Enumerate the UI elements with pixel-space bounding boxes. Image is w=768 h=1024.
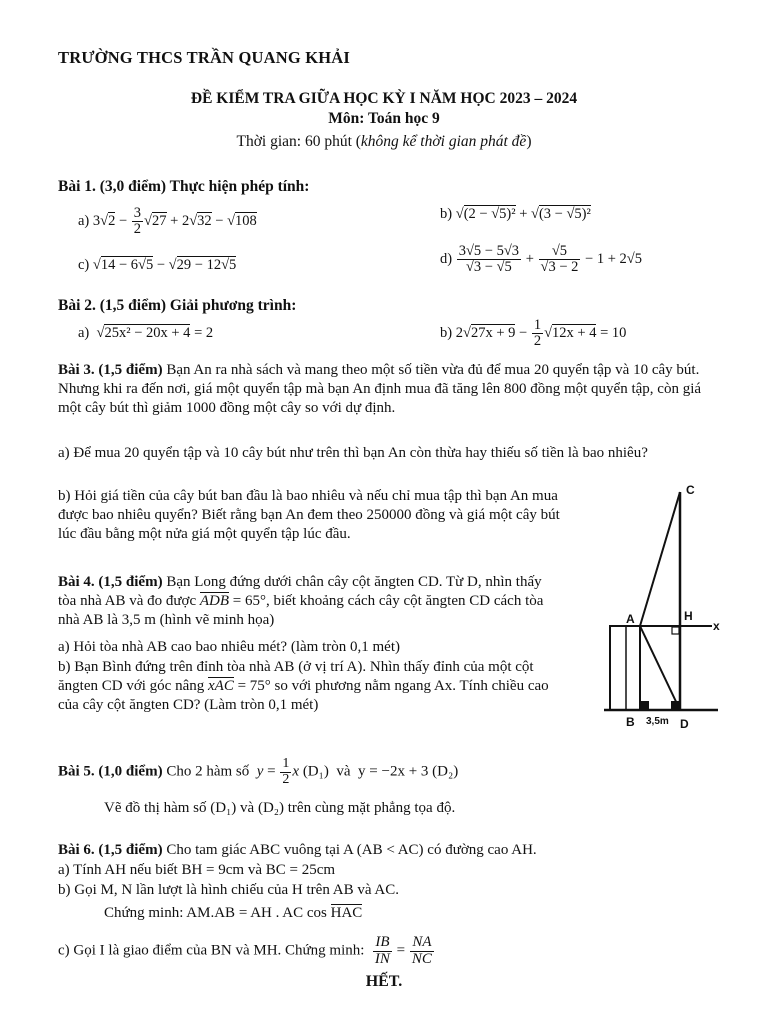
bai6-b-proof: Chứng minh: AM.AB = AH . AC cos HAC xyxy=(104,905,363,921)
label-b: B xyxy=(626,715,635,729)
right-angle-d xyxy=(671,701,679,709)
exam-title: ĐỀ KIỂM TRA GIỮA HỌC KỲ I NĂM HỌC 2023 – 2024 xyxy=(190,90,578,107)
line-ad xyxy=(640,626,680,710)
label-a: A xyxy=(626,612,635,626)
line-ac xyxy=(640,492,680,626)
label-distance: 3,5m xyxy=(646,716,669,727)
bai2-a: a) √25x² − 20x + 4 = 2 xyxy=(78,325,214,341)
building-outline xyxy=(610,626,640,710)
bai5-task: Vẽ đồ thị hàm số (D₁) và (D₂) trên cùng mặt phẳng tọa độ. xyxy=(104,800,456,816)
bai4-b: b) Bạn Bình đứng trên đỉnh tòa nhà AB (ở vị trí A). Nhìn thấy đỉnh của một cột ăngten CD với góc nâng xAC = 75° so với phương nằm ngang Ax. Tính chiều cao của cây cột ăngten CD? (Làm tròn 0,1 mét) xyxy=(58,659,549,713)
label-c: C xyxy=(686,483,695,497)
label-d: D xyxy=(680,717,689,731)
bai1-a: a) 3√2 − $\frac{3}{2}$ √27 + 2√32 − √108 xyxy=(78,205,257,238)
right-angle-h xyxy=(672,627,679,634)
bai3-intro: Bài 3. (1,5 điểm) Bạn An ra nhà sách và mang theo một số tiền vừa đủ để mua 20 quyển tập và 10 cây bút. Nhưng khi ra đến nơi, giá một quyển tập mà bạn An định mua đã tăng lên 800 đồng một quyển tập, còn giá một cây bút thì giảm 1000 đồng một cây so với dự định. xyxy=(58,362,702,416)
bai6-a: a) Tính AH nếu biết BH = 9cm và BC = 25cm xyxy=(58,862,336,878)
building-inner xyxy=(626,626,640,710)
bai1-b: b) √(2 − √5)² + √(3 − √5)² xyxy=(440,206,591,222)
school-name: TRƯỜNG THCS TRẦN QUANG KHẢI xyxy=(58,48,351,67)
end-marker: HẾT. xyxy=(365,973,403,990)
bai1-c: c) √14 − 6√5 − √29 − 12√5 xyxy=(78,257,237,273)
right-angle-b xyxy=(641,701,649,709)
antenna-building-figure xyxy=(600,478,730,734)
bai4-intro: Bài 4. (1,5 điểm) Bạn Long đứng dưới chân cây cột ăngten CD. Từ D, nhìn thấy tòa nhà AB và đo được ADB = 65°, biết khoảng cách cây cột ăngten CD cách tòa nhà AB là 3,5 m (hình vẽ minh họa) xyxy=(58,574,544,628)
bai6-intro: Bài 6. (1,5 điểm) Cho tam giác ABC vuông tại A (AB < AC) có đường cao AH. xyxy=(58,842,537,858)
bai2-heading: Bài 2. (1,5 điểm) Giải phương trình: xyxy=(58,297,297,314)
bai4-a: a) Hỏi tòa nhà AB cao bao nhiêu mét? (làm tròn 0,1 mét) xyxy=(58,639,400,655)
bai6-c: c) Gọi I là giao điểm của BN và MH. Chứng minh: $\frac{IB}{IN}$ = $\frac{NA}{NC}$ xyxy=(58,934,432,967)
label-x: x xyxy=(713,619,720,633)
bai3-a: a) Để mua 20 quyển tập và 10 cây bút như trên thì bạn An còn thừa hay thiếu số tiền là bao nhiêu? xyxy=(58,445,648,461)
bai1-heading: Bài 1. (3,0 điểm) Thực hiện phép tính: xyxy=(58,178,310,195)
bai6-b: b) Gọi M, N lần lượt là hình chiếu của H trên AB và AC. xyxy=(58,882,400,898)
bai3-b: b) Hỏi giá tiền của cây bút ban đầu là bao nhiêu và nếu chỉ mua tập thì bạn An mua được bao nhiêu quyển? Biết rằng bạn An đem theo 250000 đồng và giá một cây bút lúc đầu bằng một nửa giá một quyển tập lúc đầu. xyxy=(58,488,560,542)
exam-time: Thời gian: 60 phút (không kể thời gian phát đề) xyxy=(236,133,532,150)
exam-subject: Môn: Toán học 9 xyxy=(328,110,440,127)
bai5-intro: Bài 5. (1,0 điểm) Cho 2 hàm số y = $\frac{1}{2}$ x (D₁) và y = −2x + 3 (D₂) xyxy=(58,756,459,787)
bai1-d: d) $\frac{3√5 - 5√3}{√3 - √5}$ + $\frac{√5}{√3 - 2}$ − 1 + 2√5 xyxy=(440,243,642,276)
label-h: H xyxy=(684,609,693,623)
bai2-b: b) 2√27x + 9 − $\frac{1}{2}$ √12x + 4 = 10 xyxy=(440,317,627,350)
